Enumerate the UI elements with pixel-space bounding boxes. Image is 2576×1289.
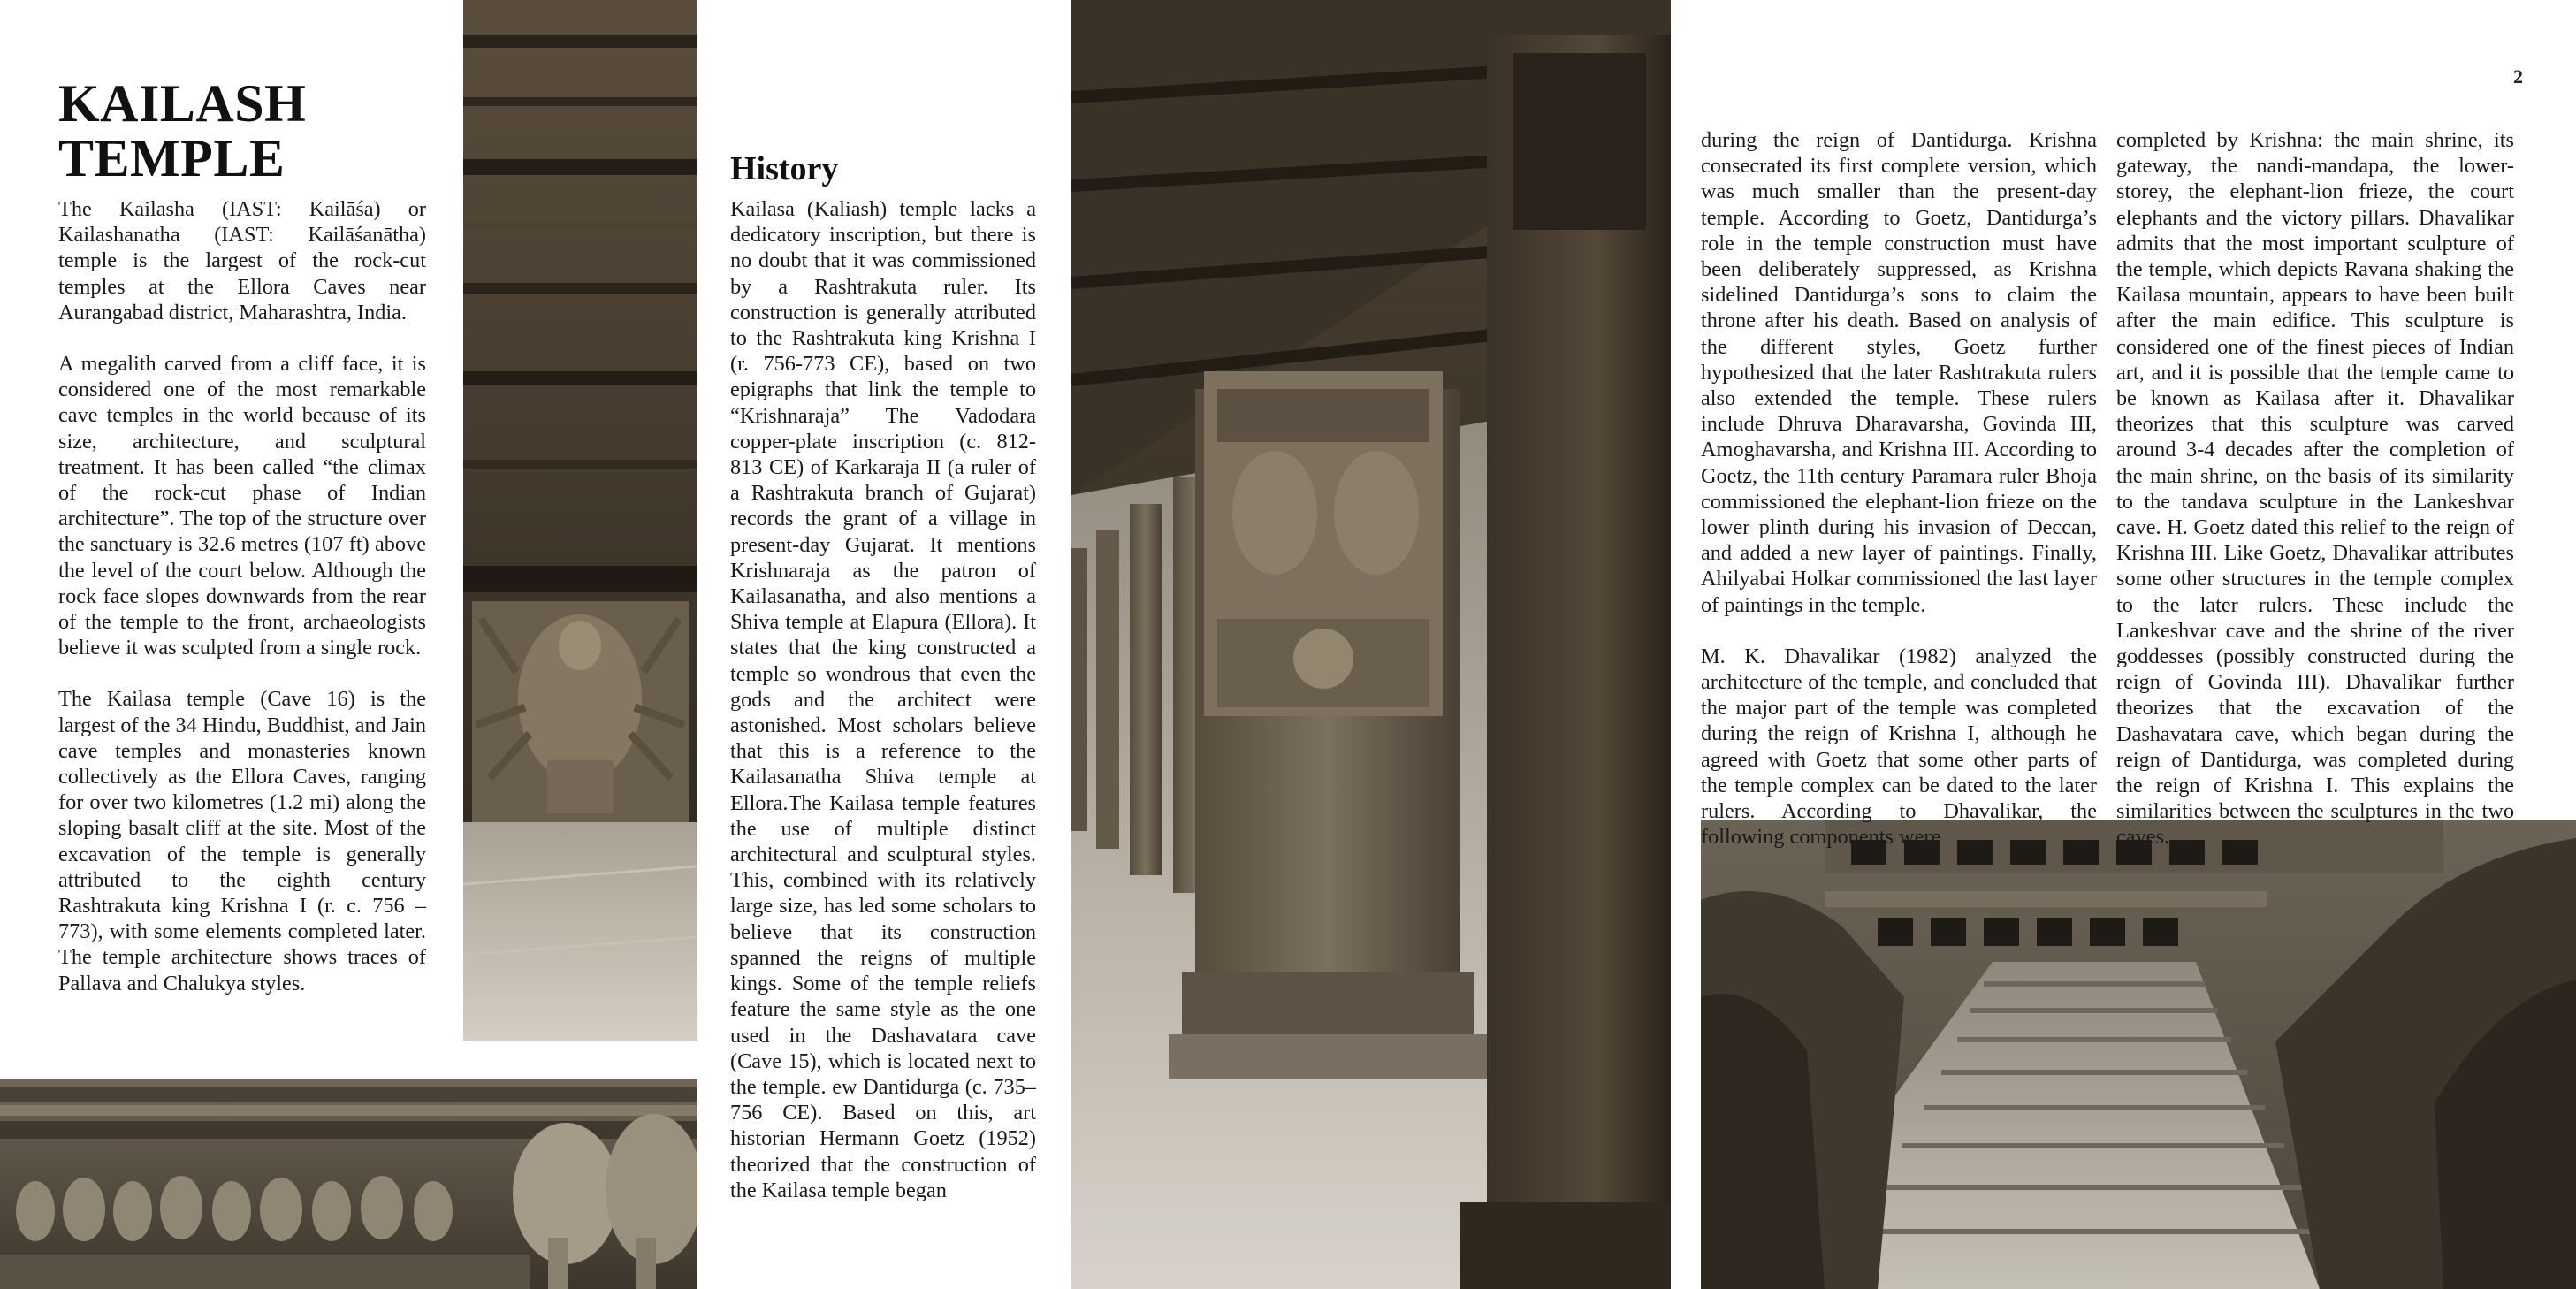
title-line-1: KAILASH	[58, 74, 307, 133]
history-paragraph: Kailasa (Kaliash) temple lacks a dedicatory inscription, but there is no doubt that it was commissioned by a Rashtrakuta ruler. Its construction is generally attributed to the Rashtrakuta king Krishna I (r. 756-773 CE), based on two epigraphs that link the temple to “Krishnaraja” The Vadodara copper-plate inscription (c. 812-813 CE) of Karkaraja II (a ruler of a Rashtrakuta branch of Gujarat) records the grant of a village in present-day Gujarat. It mentions Krishnaraja as the patron of Kailasanatha, and also mentions a Shiva temple at Elapura (Ellora). It states that the king constructed a temple so wondrous that even the gods and the architect were astonished. Most scholars believe that this is a reference to the Kailasanatha Shiva temple at Ellora.The Kailasa temple features the use of multiple distinct architectural and sculptural styles. This, combined with its relatively large size, has led some scholars to believe that its construction spanned the reigns of multiple kings. Some of the temple reliefs feature the same style as the one used in the Dashavatara cave (Cave 15), which is located next to the temple. ew Dantidurga (c. 735–756 CE). Based on this, art historian Hermann Goetz (1952) theorized that the construction of the Kailasa temple began	[730, 197, 1036, 1202]
text-column-4	[2116, 127, 2514, 850]
page-number: 2	[2513, 65, 2523, 88]
column3-paragraph: M. K. Dhavalikar (1982) analyzed the architecture of the temple, and concluded that the major part of the temple was completed during the reign of Krishna I, although he agreed with Goetz that some other parts of the temple complex can be dated to the later rulers. According to Dhavalikar, the following components were	[1701, 644, 2097, 850]
intro-column	[58, 196, 426, 996]
history-column	[730, 196, 1036, 1203]
intro-paragraph: The Kailasha (IAST: Kailāśa) or Kailashanatha (IAST: Kailāśanātha) temple is the largest of the rock-cut temples at the Ellora Caves near Aurangabad district, Maharashtra, India.	[58, 197, 426, 324]
page-title	[58, 76, 430, 186]
column3-paragraph: during the reign of Dantidurga. Krishna consecrated its first complete version, which was much smaller than the present-day temple. According to Goetz, Dantidurga’s role in the temple construction must have been deliberately suppressed, as Krishna sidelined Dantidurga’s sons to claim the throne after his death. Based on analysis of the different styles, Goetz further hypothesized that the later Rashtrakuta rulers also extended the temple. These rulers include Dhruva Dharavarsha, Govinda III, Amoghavarsha, and Krishna III. According to Goetz, the 11th century Paramara ruler Bhoja commissioned the elephant-lion frieze on the lower plinth during his invasion of Deccan, and added a new layer of paintings. Finally, Ahilyabai Holkar commissioned the last layer of paintings in the temple.	[1701, 128, 2097, 617]
photo-colonnade	[1071, 0, 1671, 1289]
column4-paragraph: completed by Krishna: the main shrine, its gateway, the nandi-mandapa, the lower-storey, the elephant-lion frieze, the court elephants and the victory pillars. Dhavalikar admits that the most important sculpture of the temple, which depicts Ravana shaking the Kailasa mountain, appears to have been built after the main edifice. This sculpture is considered one of the finest pieces of Indian art, and it is possible that the temple came to be known as Kailasa after it. Dhavalikar theorizes that this sculpture was carved around 3-4 decades after the completion of the main shrine, on the basis of its similarity to the tandava sculpture in the Lankeshvar cave. H. Goetz dated this relief to the reign of Krishna III. Like Goetz, Dhavalikar attributes some other structures in the temple complex to the later rulers. These include the Lankeshvar cave and the shrine of the river goddesses (possibly constructed during the reign of Govinda III). Dhavalikar further theorizes that the excavation of the Dashavatara cave, which began during the reign of Dantidurga, was completed during the reign of Krishna I. This explains the similarities between the sculptures in the two caves.	[2116, 128, 2514, 850]
history-heading: History	[730, 150, 839, 187]
intro-paragraph: The Kailasa temple (Cave 16) is the largest of the 34 Hindu, Buddhist, and Jain cave temples and monasteries known collectively as the Ellora Caves, ranging for over two kilometres (1.2 mi) along the sloping basalt cliff at the site. Most of the excavation of the temple is generally attributed to the eighth century Rashtrakuta king Krishna I (r. c. 756 – 773), with some elements completed later. The temple architecture shows traces of Pallava and Chalukya styles.	[58, 687, 426, 995]
title-line-2: TEMPLE	[58, 129, 286, 187]
photo-elephant-frieze	[0, 1079, 697, 1289]
photo-relief-wall	[463, 0, 697, 1041]
photo-stairway	[1701, 820, 2576, 1289]
text-column-3	[1701, 127, 2097, 850]
intro-paragraph: A megalith carved from a cliff face, it is considered one of the most remarkable cave temples in the world because of its size, architecture, and sculptural treatment. It has been called “the climax of the rock-cut phase of Indian architecture”. The top of the structure over the sanctuary is 32.6 metres (107 ft) above the level of the court below. Although the rock face slopes downwards from the rear of the temple to the front, archaeologists believe it was sculpted from a single rock.	[58, 352, 426, 660]
